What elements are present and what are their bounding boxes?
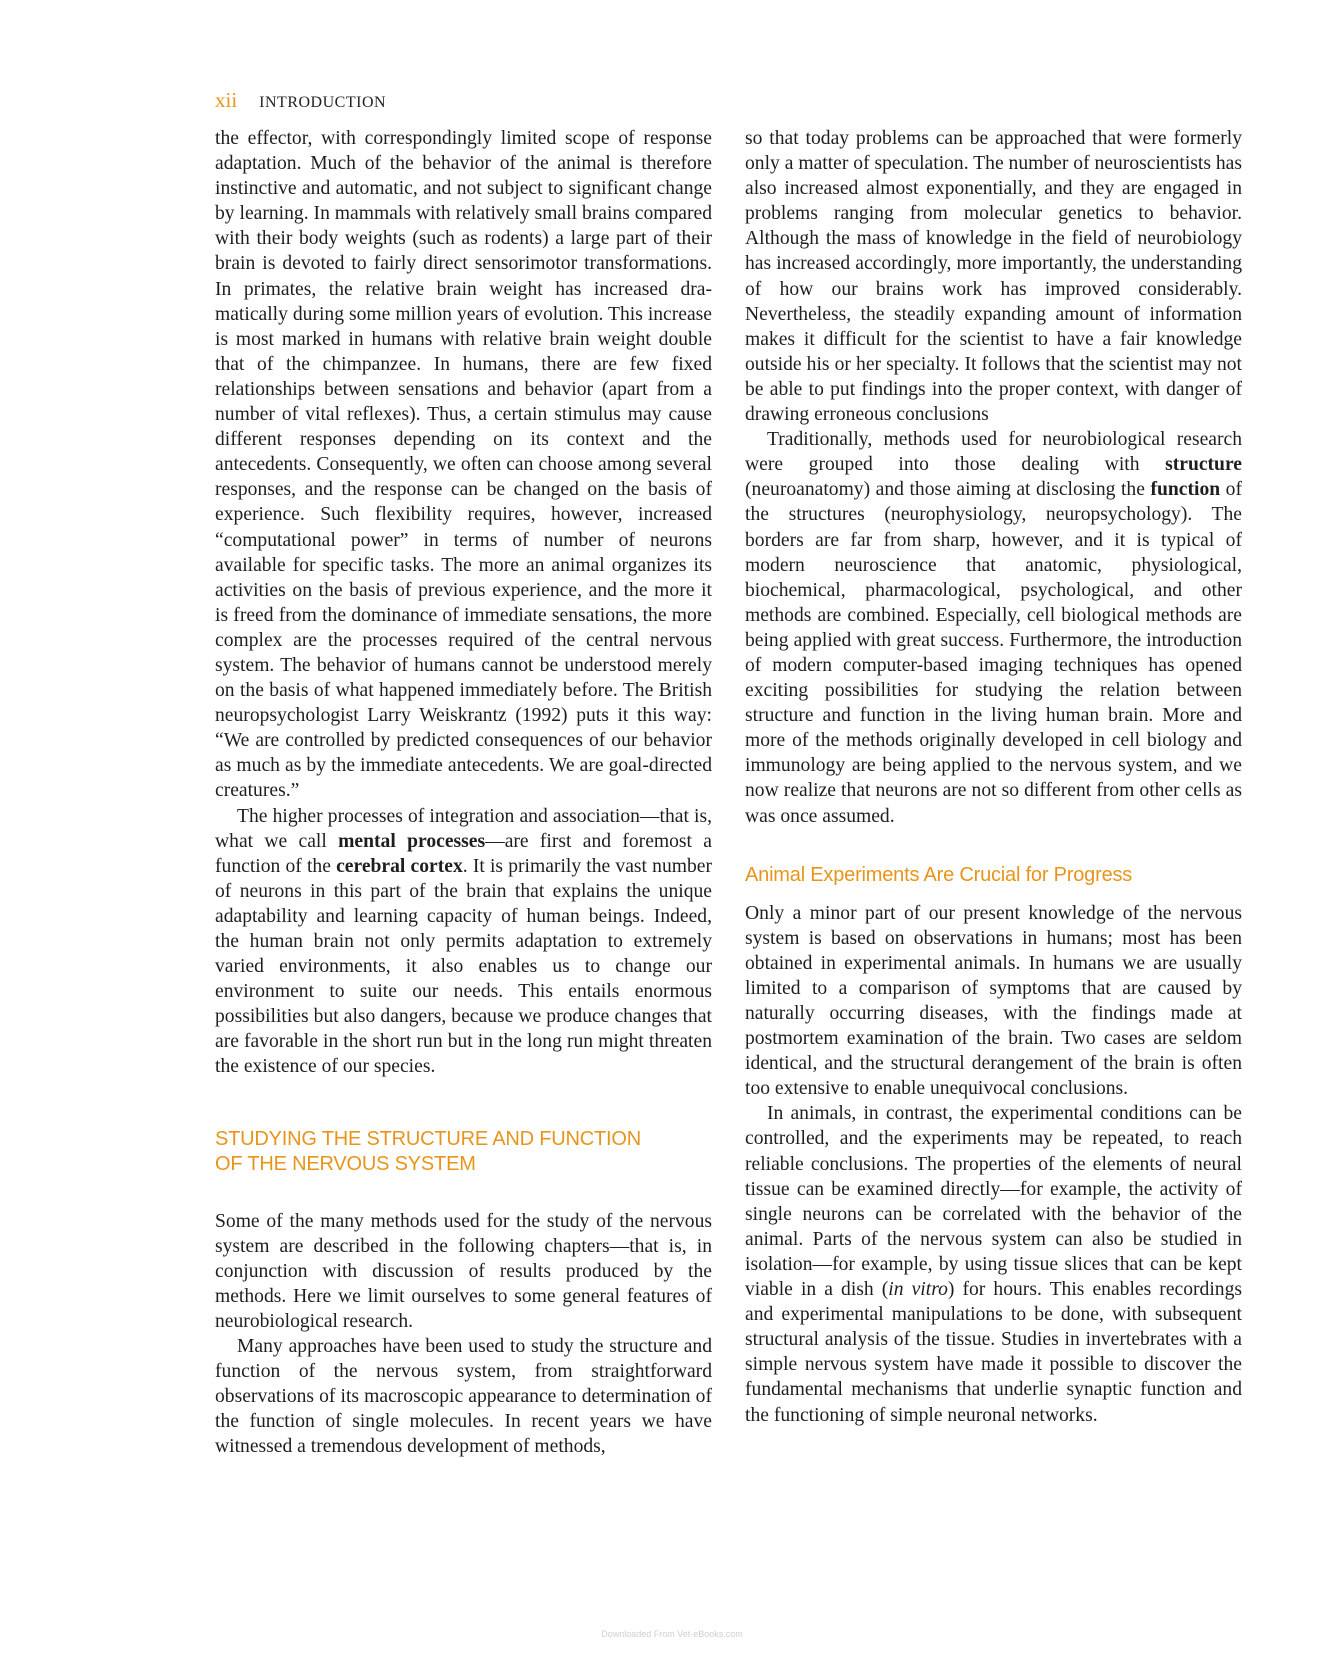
subsection-heading: Animal Experiments Are Crucial for Progress [745,863,1133,886]
term-function: function [1150,479,1221,501]
text-run: Traditionally, methods used for neurobiological research were grouped into those dealing with [745,429,1242,476]
right-column [745,126,1242,1428]
text-run: Many approaches have been used to study the structure and function of the nervous system, from straightforward observations of its macroscopic appearance to determination of the function of single molecules. In recent years we have witnessed a tremendous development of methods, [215,1336,712,1458]
text-run: so that today problems can be approached that were formerly only a matter of speculation. The number of neuroscientists has also increased almost exponentially, and they are engaged in problems ranging from molecular genetics to behavior. Although the mass of knowledge in the field of neurobiology has increased accordingly, more importantly, the understanding of how our brains work has improved considerably. Nevertheless, the steadily expanding amount of information makes it difficult for the scientist to have a fair knowledge outside his or her specialty. It follows that the scientist may not be able to put findings into the proper context, with danger of drawing erroneous conclusions [745,128,1242,426]
text-run: Only a minor part of our present knowledge of the nervous system is based on observations in humans; most has been obtained in experimental animals. In humans we are usually limited to a comparison of symptoms that are caused by naturally occurring diseases, with the findings made at postmortem examination of the brain. Two cases are seldom identical, and the structural derangement of the brain is often too extensive to enable unequivocal conclusions. [745,902,1242,1100]
right-paragraph-1 [745,126,1242,427]
term-mental-processes: mental processes [338,830,486,852]
running-title: INTRODUCTION [259,94,387,111]
right-paragraph-3 [745,901,1242,1102]
text-run: ) for hours. This enables recordings and experimental manipulations to be done, with subsequent structural analysis of the tissue. Studies in invertebrates with a simple nervous system have made it possible to discover the fundamental mechanisms that underlie synaptic function and the functioning of simple neuronal networks. [745,1279,1242,1426]
right-paragraph-2 [745,427,1242,829]
left-column [215,126,712,1460]
left-paragraph-2 [215,804,712,1080]
section-heading [215,1127,712,1177]
text-run: of the structures (neurophysiology, neuropsychology). The borders are far from sharp, however, and it is typical of modern neuroscience that anatomic, physiological, biochemical, pharmacological, psychological, and other methods are combined. Especially, cell biological methods are being applied with great success. Furthermore, the introduction of modern computer-based imaging techniques has opened exciting possibilities for studying the relation between structure and function in the living human brain. More and more of the methods originally developed in cell biology and immunology are being applied to the nervous system, and we now realize that neurons are not so different from other cells as was once assumed. [745,479,1242,827]
page-number: xii [215,88,238,112]
left-paragraph-1 [215,126,712,804]
text-run: (neuroanatomy) and those aiming at disclosing the [745,479,1151,501]
term-cerebral-cortex: cerebral cortex [336,855,463,877]
download-watermark: Downloaded From Vet-eBooks.com [601,1629,743,1639]
text-run: The higher processes of integration and association—that is, what we call [215,805,712,852]
right-paragraph-4 [745,1101,1242,1427]
text-run: In animals, in contrast, the experimental conditions can be controlled, and the experiments may be repeated, to reach reliable conclusions. The properties of the elements of neural tissue can be examined directly—for example, the activity of single neurons can be correlated with the behavior of the animal. Parts of the nervous system can also be studied in isolation—for example, by using tissue slices that can be kept viable in a dish ( [745,1103,1242,1301]
running-head [215,88,386,113]
left-paragraph-4 [215,1334,712,1459]
text-run: Some of the many methods used for the study of the nervous system are described in the following chapters—that is, in conjunction with discussion of results produced by the methods. Here we limit ourselves to some general features of neurobiological research. [215,1210,712,1332]
term-in-vitro: in vitro [888,1279,948,1301]
left-paragraph-3 [215,1209,712,1334]
term-structure: structure [1165,454,1242,476]
text-run: —are first and foremost a function of the [215,830,712,877]
text-run: the effector, with correspondingly limited scope of response adaptation. Much of the behavior of the animal is therefore instinctive and automatic, and not subject to significant change by learning. In mammals with relatively small brains compared with their body weights (such as rodents) a large part of their brain is devoted to fairly direct sensorimotor transformations. In primates, the relative brain weight has increased dramatically during some million years of evolution. This increase is most marked in humans with relative brain weight double that of the chimpanzee. In humans, there are few fixed relationships between sensations and behavior (apart from a number of vital reflexes). Thus, a certain stimulus may cause different responses depending on its context and the antecedents. Consequently, we often can choose among several responses, and the response can be changed on the basis of experience. Such flexibility requires, however, increased “computational power” in terms of number of neurons available for specific tasks. The more an animal organizes its activities on the basis of previous experience, and the more it is freed from the dominance of immediate sensations, the more complex are the processes required of the central nervous system. The behavior of humans cannot be understood merely on the basis of what happened immediately before. The British neuropsychologist Larry Weiskrantz (1992) puts it this way: “We are controlled by predicted consequences of our behavior as much as by the immediate antecedents. We are goal-directed creatures.” [215,128,712,802]
section-heading-line-2: OF THE NERVOUS SYSTEM [215,1152,476,1175]
section-heading-line-1: STUDYING THE STRUCTURE AND FUNCTION [215,1127,641,1150]
text-run: . It is primarily the vast number of neurons in this part of the brain that explains the unique adaptability and learning capacity of human beings. Indeed, the human brain not only permits adaptation to extremely varied environments, it also enables us to change our environment to suite our needs. This entails enormous possibilities but also dangers, because we produce changes that are favorable in the short run but in the long run might threaten the existence of our species. [215,855,713,1078]
